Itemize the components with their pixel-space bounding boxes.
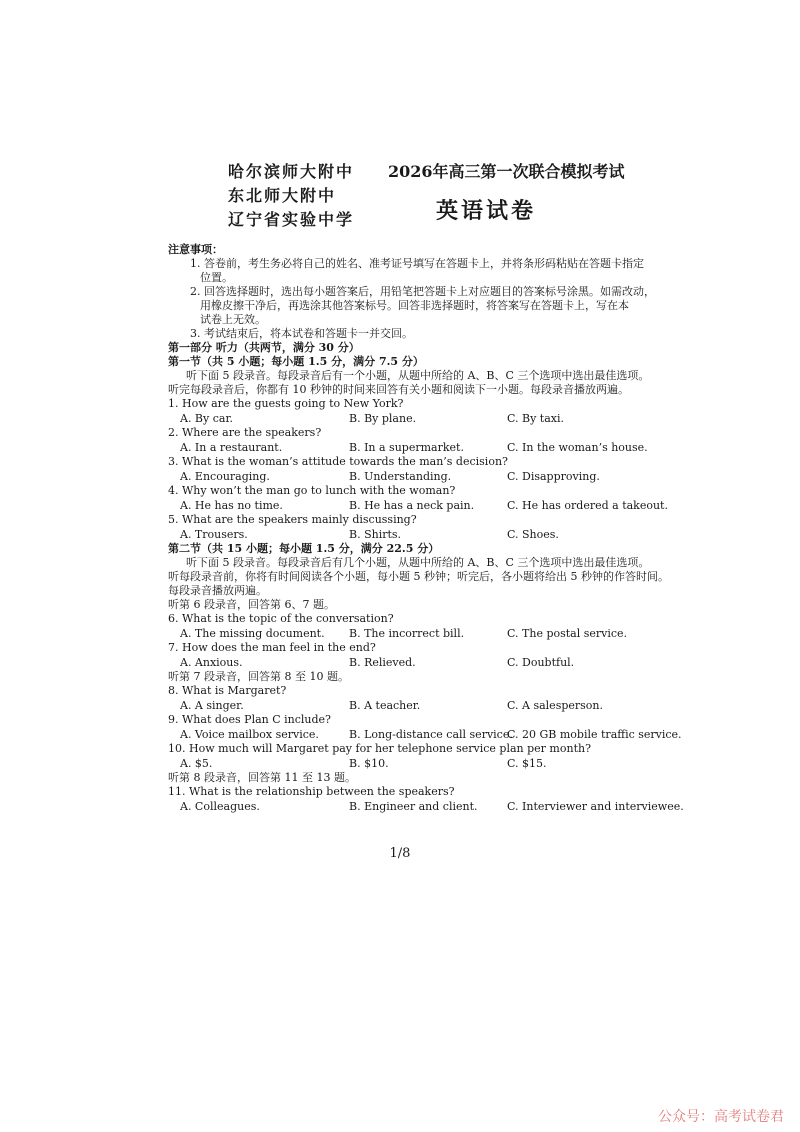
- option-c: C. Shoes.: [507, 527, 559, 541]
- option-c: C. Interviewer and interviewee.: [507, 799, 684, 813]
- option-b: B. Shirts.: [349, 527, 402, 541]
- question-options: [168, 699, 668, 714]
- question-stem: 9. What does Plan C include?: [168, 713, 331, 726]
- question-stem: 11. What is the relationship between the speakers?: [168, 785, 455, 798]
- option-c: C. $15.: [507, 756, 547, 770]
- question-options: [168, 441, 668, 456]
- option-b: B. $10.: [349, 756, 389, 770]
- question-options: [168, 727, 682, 743]
- school-name-2: 东北师大附中: [228, 186, 337, 205]
- option-a: A. Trousers.: [180, 527, 248, 541]
- option-c: C. Disapproving.: [507, 469, 600, 483]
- page-number: 1/8: [389, 846, 411, 861]
- question-stem: 1. How are the guests going to New York?: [168, 397, 404, 410]
- section1-instructions: 听完每段录音后，你都有 10 秒钟的时间来回答有关小题和阅读下一小题。每段录音播放两遍。: [168, 383, 629, 396]
- option-c: C. In the woman’s house.: [507, 440, 648, 454]
- option-b: B. A teacher.: [349, 698, 421, 712]
- question-options: [168, 412, 668, 427]
- option-b: B. Long-distance call service.: [349, 727, 513, 741]
- exam-title: 2026年高三第一次联合模拟考试: [388, 162, 625, 181]
- notice-item: 用橡皮擦干净后，再选涂其他答案标号。回答非选择题时，将答案写在答题卡上，写在本: [200, 299, 629, 312]
- option-a: A. In a restaurant.: [180, 440, 283, 454]
- option-c: C. He has ordered a takeout.: [507, 498, 668, 512]
- option-c: C. The postal service.: [507, 626, 628, 640]
- question-options: [168, 470, 668, 485]
- question-options: [168, 757, 668, 772]
- option-c: C. By taxi.: [507, 411, 565, 425]
- option-b: B. Engineer and client.: [349, 799, 478, 813]
- question-options: [168, 627, 668, 642]
- school-name-3: 辽宁省实验中学: [228, 210, 355, 229]
- listen-prompt: 听第 7 段录音，回答第 8 至 10 题。: [168, 670, 349, 683]
- option-a: A. The missing document.: [180, 626, 325, 640]
- question-stem: 5. What are the speakers mainly discussing?: [168, 513, 417, 526]
- option-b: B. The incorrect bill.: [349, 626, 465, 640]
- notice-item: 位置。: [200, 271, 233, 284]
- option-a: A. Voice mailbox service.: [180, 727, 319, 741]
- notice-item: 试卷上无效。: [200, 313, 266, 326]
- listen-prompt: 听第 6 段录音，回答第 6、7 题。: [168, 598, 335, 611]
- section2-instructions: 听每段录音前，你将有时间阅读各个小题，每小题 5 秒钟；听完后，各小题将给出 5 秒钟的作答时间。: [168, 570, 669, 583]
- section2-instructions: 听下面 5 段录音。每段录音后有几个小题，从题中所给的 A、B、C 三个选项中选出最佳选项。: [186, 556, 650, 569]
- option-a: A. Encouraging.: [180, 469, 270, 483]
- option-a: A. He has no time.: [180, 498, 283, 512]
- option-c: C. Doubtful.: [507, 655, 575, 669]
- option-a: A. Anxious.: [180, 655, 243, 669]
- option-a: A. A singer.: [180, 698, 244, 712]
- question-stem: 7. How does the man feel in the end?: [168, 641, 376, 654]
- option-c: C. 20 GB mobile traffic service.: [507, 727, 682, 741]
- question-stem: 6. What is the topic of the conversation?: [168, 612, 394, 625]
- school-names: [228, 160, 378, 232]
- option-a: A. $5.: [180, 756, 213, 770]
- school-name-1: 哈尔滨师大附中: [228, 162, 355, 181]
- notice-title: 注意事项：: [168, 243, 223, 256]
- question-options: [168, 656, 668, 671]
- part1-title: 第一部分 听力（共两节，满分 30 分）: [168, 341, 360, 354]
- option-c: C. A salesperson.: [507, 698, 603, 712]
- option-b: B. He has a neck pain.: [349, 498, 475, 512]
- question-stem: 10. How much will Margaret pay for her telephone service plan per month?: [168, 742, 591, 755]
- section1-title: 第一节（共 5 小题；每小题 1.5 分，满分 7.5 分）: [168, 355, 424, 368]
- watermark-text: 公众号：高考试卷君: [658, 1109, 784, 1125]
- question-stem: 8. What is Margaret?: [168, 684, 287, 697]
- option-a: A. Colleagues.: [180, 799, 260, 813]
- question-stem: 4. Why won’t the man go to lunch with the woman?: [168, 484, 456, 497]
- notice-item: 2. 回答选择题时，选出每小题答案后，用铅笔把答题卡上对应题目的答案标号涂黑。如需改动，: [190, 285, 655, 298]
- exam-body: [168, 243, 684, 814]
- question-options: [168, 799, 684, 815]
- question-options: [168, 528, 668, 543]
- option-b: B. Relieved.: [349, 655, 416, 669]
- notice-item: 3. 考试结束后，将本试卷和答题卡一并交回。: [190, 327, 413, 340]
- listen-prompt: 听第 8 段录音，回答第 11 至 13 题。: [168, 771, 356, 784]
- subject-title: 英语试卷: [436, 198, 537, 224]
- option-b: B. In a supermarket.: [349, 440, 464, 454]
- question-options: [168, 499, 668, 514]
- notice-item: 1. 答卷前，考生务必将自己的姓名、准考证号填写在答题卡上，并将条形码粘贴在答题卡指定: [190, 257, 644, 270]
- option-b: B. Understanding.: [349, 469, 452, 483]
- question-stem: 3. What is the woman’s attitude towards the man’s decision?: [168, 455, 508, 468]
- section2-instructions: 每段录音播放两遍。: [168, 584, 267, 597]
- question-stem: 2. Where are the speakers?: [168, 426, 322, 439]
- option-b: B. By plane.: [349, 411, 417, 425]
- section2-title: 第二节（共 15 小题；每小题 1.5 分，满分 22.5 分）: [168, 542, 440, 555]
- option-a: A. By car.: [180, 411, 233, 425]
- section1-instructions: 听下面 5 段录音。每段录音后有一个小题，从题中所给的 A、B、C 三个选项中选出最佳选项。: [186, 369, 650, 382]
